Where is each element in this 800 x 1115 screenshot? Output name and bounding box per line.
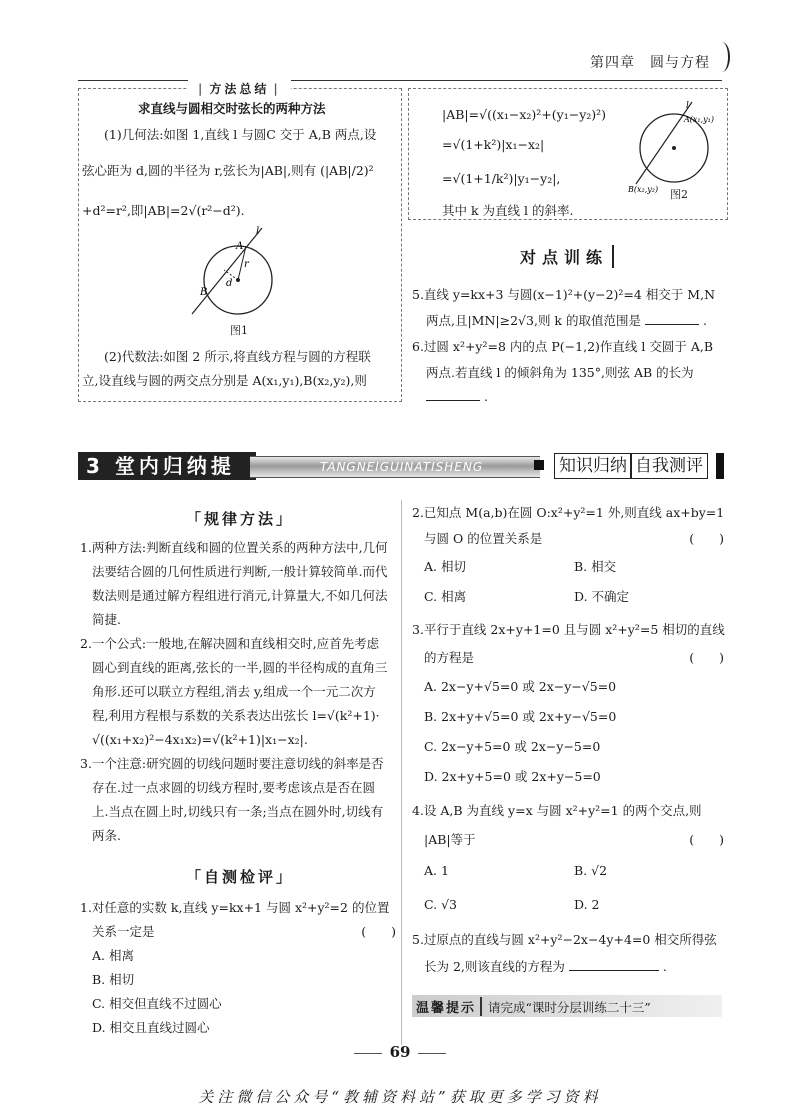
rule-1-line-2: 法要结合圆的几何性质进行判断,一般计算较简单.而代 bbox=[92, 564, 388, 579]
q4-line-2 bbox=[412, 826, 724, 854]
rule-3-line-3: 上.当点在圆上时,切线只有一条;当点在圆外时,切线有 bbox=[92, 804, 384, 819]
figure-1 bbox=[170, 222, 290, 322]
fig2-label-B: B(x₂,y₂) bbox=[628, 185, 659, 194]
practice-q5-line-1: 5.直线 y=kx+3 与圆(x−1)²+(y−2)²=4 相交于 M,N bbox=[412, 287, 716, 302]
q2-line-2-text: 与圆 O 的位置关系是 bbox=[424, 531, 543, 546]
formula-note: 其中 k 为直线 l 的斜率. bbox=[442, 203, 574, 218]
q5-end: . bbox=[662, 959, 667, 974]
geo-line-3: +d²=r²,即|AB|=2√(r²−d²). bbox=[82, 203, 245, 218]
rule-1-line-1: 1.两种方法:判断直线和圆的位置关系的两种方法中,几何 bbox=[80, 540, 388, 555]
q5-line-1: 5.过原点的直线与圆 x²+y²−2x−4y+4=0 相交所得弦 bbox=[412, 932, 717, 947]
q5-line-2-text: 长为 2,则该直线的方程为 bbox=[424, 959, 565, 974]
page-number-value: 69 bbox=[389, 1043, 411, 1061]
section-tag-self-test: 自我测评 bbox=[630, 453, 708, 479]
q2-answer-paren[interactable]: ( ) bbox=[689, 531, 724, 546]
formula-2: =√(1+k²)|x₁−x₂| bbox=[442, 137, 545, 152]
answer-blank-q5[interactable] bbox=[645, 312, 699, 325]
rule-1-line-4: 简捷. bbox=[92, 612, 121, 627]
rule-2-line-5: √((x₁+x₂)²−4x₁x₂)=√(k²+1)|x₁−x₂|. bbox=[92, 732, 308, 747]
tip-text: 请完成“课时分层训练二十三” bbox=[488, 1000, 651, 1015]
fig2-label-l: l bbox=[686, 101, 689, 111]
q2-option-c[interactable]: C. 相离 bbox=[424, 589, 467, 604]
q1-answer-paren[interactable]: ( ) bbox=[361, 924, 396, 939]
fig1-line-l bbox=[192, 228, 262, 314]
practice-q5-line-2 bbox=[426, 310, 707, 332]
q1-option-a[interactable]: A. 相离 bbox=[92, 948, 134, 963]
q4-options-row-1 bbox=[412, 854, 724, 888]
rule-2-line-1: 2.一个公式:一般地,在解决圆和直线相交时,应首先考虑 bbox=[80, 636, 380, 651]
fig2-label-A: A(x₁,y₁) bbox=[684, 115, 715, 124]
practice-q6-line-1: 6.过圆 x²+y²=8 内的点 P(−1,2)作直线 l 交圆于 A,B bbox=[412, 339, 714, 354]
section-square-icon bbox=[534, 460, 544, 470]
q2-line-2 bbox=[412, 526, 724, 552]
fig1-label-l: l bbox=[256, 226, 260, 237]
geo-line-2 bbox=[82, 160, 374, 182]
q3-option-b[interactable]: B. 2x+y+√5=0 或 2x+y−√5=0 bbox=[424, 709, 617, 724]
q4-option-b[interactable]: B. √2 bbox=[574, 863, 608, 878]
fig1-label-B: B bbox=[200, 287, 208, 298]
footer-note: 关注微信公众号“教辅资料站”获取更多学习资料 bbox=[198, 1088, 602, 1106]
fig2-center bbox=[672, 146, 676, 150]
figure-2 bbox=[628, 96, 724, 200]
q1-line-2 bbox=[80, 920, 396, 944]
method-box-title: | 方法总结 | bbox=[188, 80, 291, 97]
self-test-q1 bbox=[80, 896, 396, 1040]
q4-line-1: 4.设 A,B 为直线 y=x 与圆 x²+y²=1 的两个交点,则 bbox=[412, 803, 702, 818]
q1-option-d[interactable]: D. 相交且直线过圆心 bbox=[92, 1020, 210, 1035]
q3-option-d[interactable]: D. 2x+y+5=0 或 2x+y−5=0 bbox=[424, 769, 601, 784]
rules-title: 「规律方法」 bbox=[186, 510, 295, 528]
rule-3-line-4: 两条. bbox=[92, 828, 121, 843]
section-pinyin: TANGNEIGUINATISHENG bbox=[320, 460, 484, 474]
self-test-right-column bbox=[412, 500, 724, 980]
page-number bbox=[0, 1043, 800, 1061]
fig1-label-r: r bbox=[244, 259, 249, 270]
rule-3-line-1: 3.一个注意:研究圆的切线问题时要注意切线的斜率是否 bbox=[80, 756, 384, 771]
section-end-bar bbox=[716, 453, 724, 479]
fig1-caption: 图1 bbox=[230, 324, 248, 337]
page-number-dash-right bbox=[418, 1053, 446, 1054]
practice-q5-text: 两点,且|MN|≥2√3,则 k 的取值范围是 bbox=[426, 313, 641, 328]
fig1-label-d: d bbox=[226, 278, 233, 289]
rules-list bbox=[80, 536, 396, 848]
method-heading: 求直线与圆相交时弦长的两种方法 bbox=[138, 101, 326, 116]
practice-q5-end: . bbox=[702, 313, 707, 328]
q2-option-d[interactable]: D. 不确定 bbox=[574, 589, 630, 604]
q3-line-2 bbox=[412, 644, 724, 672]
q1-option-c[interactable]: C. 相交但直线不过圆心 bbox=[92, 996, 222, 1011]
geo-line-2-text: 弦心距为 d,圆的半径为 r,弦长为|AB|,则有 bbox=[82, 163, 317, 178]
geo-line-1: (1)几何法:如图 1,直线 l 与圆C 交于 A,B 两点,设 bbox=[104, 127, 377, 142]
q3-line-1: 3.平行于直线 2x+y+1=0 且与圆 x²+y²=5 相切的直线 bbox=[412, 622, 725, 637]
q4-option-d[interactable]: D. 2 bbox=[574, 897, 600, 912]
q2-option-a[interactable]: A. 相切 bbox=[424, 559, 466, 574]
header-rule bbox=[78, 80, 722, 81]
fig1-center bbox=[236, 278, 240, 282]
column-divider bbox=[401, 500, 402, 1045]
section-title: 3 堂内归纳提升 bbox=[78, 452, 256, 480]
q2-line-1: 2.已知点 M(a,b)在圆 O:x²+y²=1 外,则直线 ax+by=1 bbox=[412, 505, 725, 520]
rule-2-line-3: 角形.还可以联立方程组,消去 y,组成一个一元二次方 bbox=[92, 684, 376, 699]
q4-line-2-text: |AB|等于 bbox=[424, 832, 476, 847]
section-tag-knowledge: 知识归纳 bbox=[554, 453, 632, 479]
answer-blank-self-q5[interactable] bbox=[569, 958, 659, 971]
page-number-dash-left bbox=[354, 1053, 382, 1054]
q2-option-b[interactable]: B. 相交 bbox=[574, 559, 617, 574]
rule-3-line-2: 存在.过一点求圆的切线方程时,要考虑该点是否在圆 bbox=[92, 780, 375, 795]
q1-line-1: 1.对任意的实数 k,直线 y=kx+1 与圆 x²+y²=2 的位置 bbox=[80, 900, 390, 915]
rule-1-line-3: 数法则是通过解方程组进行消元,计算量大,不如几何法 bbox=[92, 588, 388, 603]
fig1-label-A: A bbox=[236, 241, 244, 252]
rule-2-line-2: 圆心到直线的距离,弦长的一半,圆的半径构成的直角三 bbox=[92, 660, 388, 675]
q4-answer-paren[interactable]: ( ) bbox=[689, 832, 724, 847]
chapter-title: 第四章 圆与方程 bbox=[590, 55, 710, 71]
fig2-caption: 图2 bbox=[670, 188, 688, 201]
formula-1: |AB|=√((x₁−x₂)²+(y₁−y₂)²) bbox=[442, 107, 607, 122]
practice-q6-end: . bbox=[483, 389, 488, 404]
practice-q6-line-2: 两点.若直线 l 的倾斜角为 135°,则弦 AB 的长为 bbox=[426, 365, 694, 380]
q5-line-2 bbox=[412, 954, 724, 980]
practice-title: 对点训练 bbox=[520, 245, 614, 268]
q1-line-2-text: 关系一定是 bbox=[92, 924, 155, 939]
alg-line-2: 立,设直线与圆的两交点分别是 A(x₁,y₁),B(x₂,y₂),则 bbox=[82, 373, 367, 388]
self-test-title: 「自测检评」 bbox=[186, 868, 295, 886]
chapter-bracket bbox=[714, 42, 730, 72]
tip-label: 温馨提示 bbox=[416, 997, 482, 1016]
q3-option-a[interactable]: A. 2x−y+√5=0 或 2x−y−√5=0 bbox=[424, 679, 617, 694]
q3-answer-paren[interactable]: ( ) bbox=[689, 650, 724, 665]
practice-q6-line-3 bbox=[426, 386, 488, 408]
q4-option-a[interactable]: A. 1 bbox=[424, 863, 449, 878]
q3-line-2-text: 的方程是 bbox=[424, 650, 475, 665]
geo-fraction: (|AB|/2)² bbox=[320, 163, 374, 178]
q2-options-row-2 bbox=[412, 582, 724, 612]
rule-2-line-4: 程,利用方程根与系数的关系表达出弦长 l=√(k²+1)· bbox=[92, 708, 380, 723]
alg-line-1: (2)代数法:如图 2 所示,将直线方程与圆的方程联 bbox=[104, 349, 371, 364]
answer-blank-q6[interactable] bbox=[426, 388, 480, 401]
q2-options-row-1 bbox=[412, 552, 724, 582]
formula-3: =√(1+1/k²)|y₁−y₂|, bbox=[442, 171, 561, 186]
q4-option-c[interactable]: C. √3 bbox=[424, 897, 457, 912]
q3-option-c[interactable]: C. 2x−y+5=0 或 2x−y−5=0 bbox=[424, 739, 601, 754]
q4-options-row-2 bbox=[412, 888, 724, 922]
q1-option-b[interactable]: B. 相切 bbox=[92, 972, 135, 987]
